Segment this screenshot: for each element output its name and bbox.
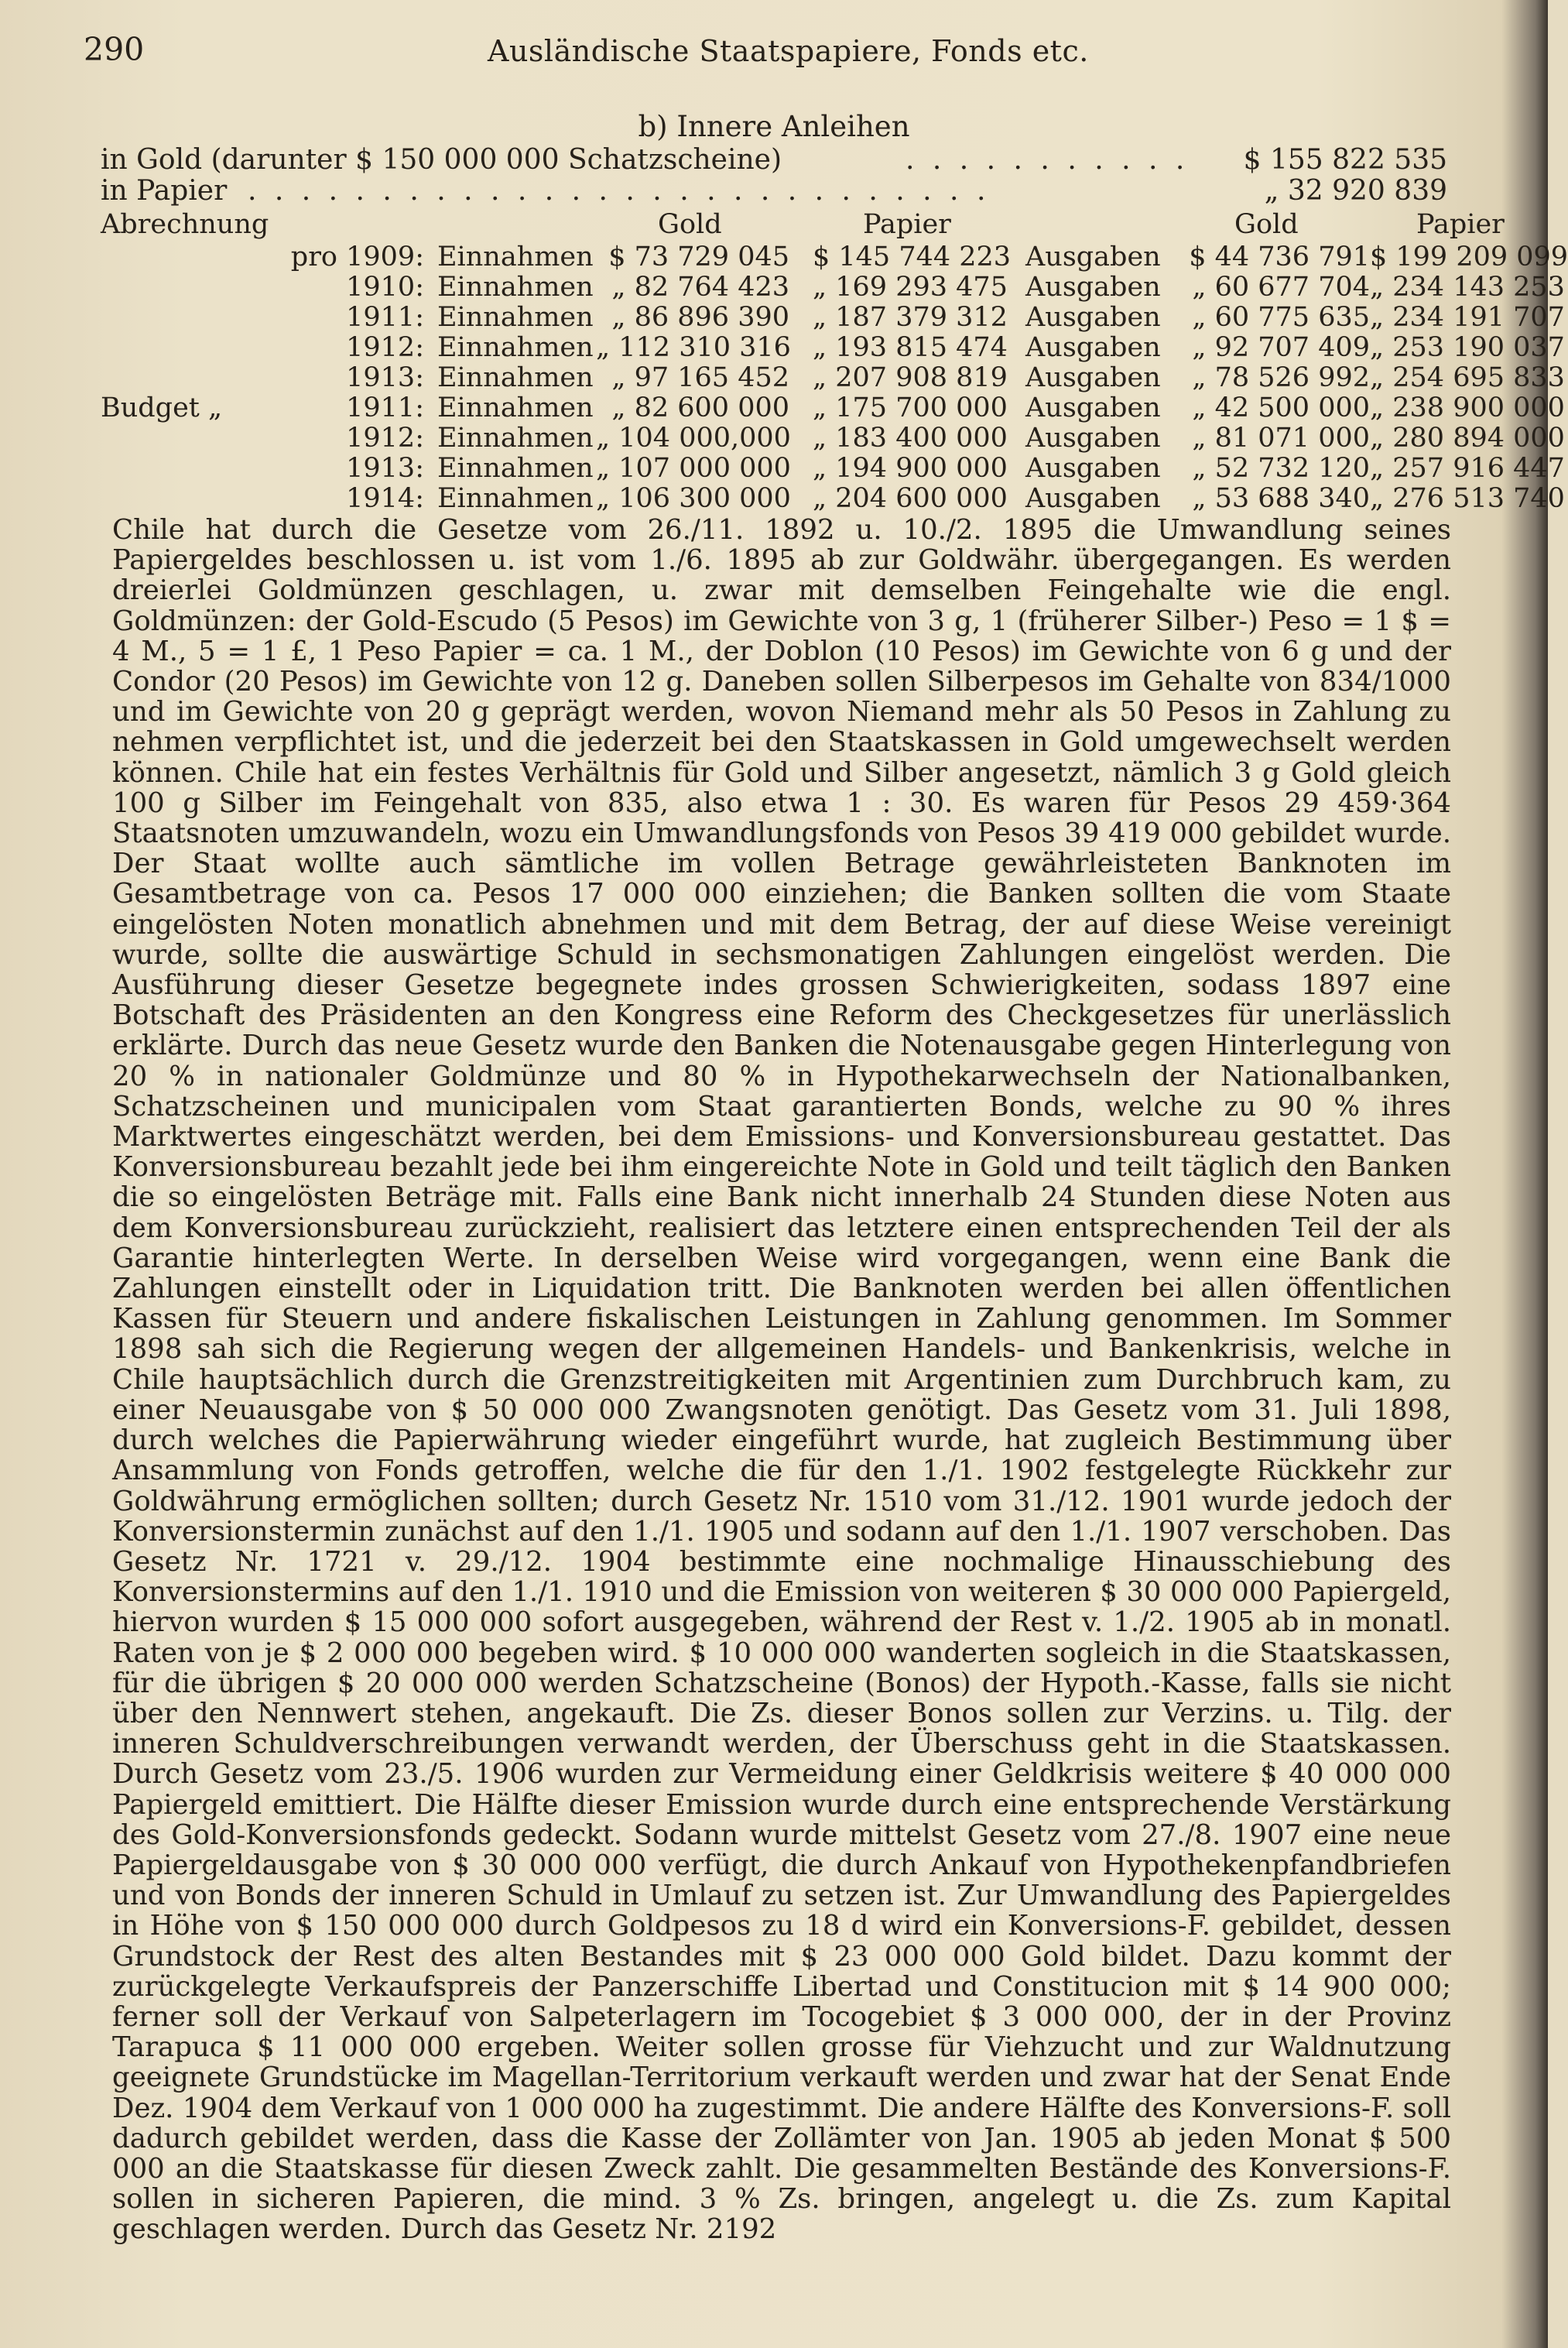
page-number: 290 xyxy=(84,31,145,68)
ausgaben-gold: $ 44 736 791 xyxy=(1189,242,1370,273)
row-label: Budget „ xyxy=(101,392,223,423)
ausgaben-label: Ausgaben xyxy=(1025,272,1161,303)
ausgaben-gold: „ 81 071 000 xyxy=(1192,423,1370,454)
einnahmen-gold: „ 112 310 316 xyxy=(596,332,791,363)
table-row xyxy=(101,453,1565,484)
year: 1911: xyxy=(346,392,424,423)
ausgaben-papier: „ 254 695 833 xyxy=(1370,362,1565,393)
ausgaben-gold: „ 53 688 340 xyxy=(1192,483,1370,514)
table-row xyxy=(101,423,1565,454)
ausgaben-gold: „ 60 775 635 xyxy=(1192,302,1370,333)
table-row xyxy=(101,483,1565,514)
ausgaben-gold: „ 60 677 704 xyxy=(1192,272,1370,303)
column-header-einnahmen-papier: Papier xyxy=(863,209,951,240)
ausgaben-papier: „ 280 894 000 xyxy=(1370,423,1565,454)
table-row xyxy=(101,272,1565,303)
year: 1913: xyxy=(346,453,424,484)
table-header-row xyxy=(101,209,1505,242)
ausgaben-label: Ausgaben xyxy=(1025,242,1161,273)
ausgaben-papier: „ 234 143 253 xyxy=(1370,272,1565,303)
page-header xyxy=(0,31,1548,77)
ausgaben-papier: „ 276 513 740 xyxy=(1370,483,1565,514)
table-row xyxy=(101,332,1565,363)
table-row xyxy=(101,392,1565,423)
summary-row-gold xyxy=(101,144,1447,175)
ausgaben-gold: „ 42 500 000 xyxy=(1192,392,1370,423)
einnahmen-papier: „ 187 379 312 xyxy=(813,302,1008,333)
einnahmen-label: Einnahmen xyxy=(437,392,594,423)
abrechnung-table xyxy=(101,209,1568,514)
table-header-label: Abrechnung xyxy=(101,209,269,240)
ausgaben-label: Ausgaben xyxy=(1025,423,1161,454)
running-title: Ausländische Staatspapiere, Fonds etc. xyxy=(488,34,1089,68)
year: 1910: xyxy=(346,272,424,303)
einnahmen-label: Einnahmen xyxy=(437,362,594,393)
column-header-einnahmen-gold: Gold xyxy=(658,209,722,240)
year: 1912: xyxy=(346,423,424,454)
einnahmen-papier: „ 207 908 819 xyxy=(813,362,1008,393)
ausgaben-label: Ausgaben xyxy=(1025,302,1161,333)
ausgaben-papier: „ 238 900 000 xyxy=(1370,392,1565,423)
ausgaben-papier: „ 234 191 707 xyxy=(1370,302,1565,333)
ausgaben-label: Ausgaben xyxy=(1025,483,1161,514)
einnahmen-gold: „ 106 300 000 xyxy=(596,483,791,514)
ausgaben-gold: „ 78 526 992 xyxy=(1192,362,1370,393)
einnahmen-gold: $ 73 729 045 xyxy=(608,242,789,273)
summary-label: in Gold (darunter $ 150 000 000 Schatzscheine) xyxy=(101,144,782,176)
einnahmen-papier: „ 183 400 000 xyxy=(813,423,1008,454)
column-header-ausgaben-papier: Papier xyxy=(1416,209,1505,240)
summary-amount: $ 155 822 535 xyxy=(1243,144,1447,176)
body-paragraph: Chile hat durch die Gesetze vom 26./11. 1892 u. 10./2. 1895 die Umwandlung seines Papiergeldes beschlossen u. ist vom 1./6. 1895 ab zur Goldwähr. übergegangen. Es werden dreierlei Goldmünzen geschlagen, u. zwar mit demselben Feingehalte wie die engl. Goldmünzen: der Gold-Escudo (5 Pesos) im Gewichte von 3 g, 1 (früherer Silber-) Peso = 1 $ = 4 M., 5 = 1 £, 1 Peso Papier = ca. 1 M., der Doblon (10 Pesos) im Gewichte von 6 g und der Condor (20 Pesos) im Gewichte von 12 g. Daneben sollen Silberpesos im Gehalte von 834/1000 und im Gewichte von 20 g geprägt werden, wovon Niemand mehr als 50 Pesos in Zahlung zu nehmen verpflichtet ist, und die jederzeit bei den Staatskassen in Gold umgewechselt werden können. Chile hat ein festes Verhältnis für Gold und Silber angesetzt, nämlich 3 g Gold gleich 100 g Silber im Feingehalt von 835, also etwa 1 : 30. Es waren für Pesos 29 459·364 Staatsnoten umzuwandeln, wozu ein Umwandlungsfonds von Pesos 39 419 000 gebildet wurde. Der Staat wollte auch sämtliche im vollen Betrage gewährleisteten Banknoten im Gesamtbetrage von ca. Pesos 17 000 000 einziehen; die Banken sollten die vom Staate eingelösten Noten monatlich abnehmen und mit dem Betrag, der auf diese Weise vereinigt wurde, sollte die auswärtige Schuld in sechsmonatigen Zahlungen eingelöst werden. Die Ausführung dieser Gesetze begegnete indes grossen Schwierigkeiten, sodass 1897 eine Botschaft des Präsidenten an den Kongress eine Reform des Checkgesetzes für unerlässlich erklärte. Durch das neue Gesetz wurde den Banken die Notenausgabe gegen Hinterlegung von 20 % in nationaler Goldmünze und 80 % in Hypothekarwechseln der Nationalbanken, Schatzscheinen und municipalen vom Staat garantierten Bonds, welche zu 90 % ihres Marktwertes eingeschätzt werden, bei dem Emissions- und Konversionsbureau gestattet. Das Konversionsbureau bezahlt jede bei ihm eingereichte Note in Gold und teilt täglich den Banken die so eingelösten Beträge mit. Falls eine Bank nicht innerhalb 24 Stunden diese Noten aus dem Konversionsbureau zurückzieht, realisiert das letztere einen entsprechenden Teil der als Garantie hinterlegten Werte. In derselben Weise wird vorgegangen, wenn eine Bank die Zahlungen einstellt oder in Liquidation tritt. Die Banknoten werden bei allen öffentlichen Kassen für Steuern und andere fiskalischen Leistungen in Zahlung genommen. Im Sommer 1898 sah sich die Regierung wegen der allgemeinen Handels- und Bankenkrisis, welche in Chile hauptsächlich durch die Grenzstreitigkeiten mit Argentinien zum Durchbruch kam, zu einer Neuausgabe von $ 50 000 000 Zwangsnoten genötigt. Das Gesetz vom 31. Juli 1898, durch welches die Papierwährung wieder eingeführt wurde, hat zugleich Bestimmung über Ansammlung von Fonds getroffen, welche die für den 1./1. 1902 festgelegte Rückkehr zur Goldwährung ermöglichen sollten; durch Gesetz Nr. 1510 vom 31./12. 1901 wurde jedoch der Konversionstermin zunächst auf den 1./1. 1905 und sodann auf den 1./1. 1907 verschoben. Das Gesetz Nr. 1721 v. 29./12. 1904 bestimmte eine nochmalige Hinausschiebung des Konversionstermins auf den 1./1. 1910 und die Emission von weiteren $ 30 000 000 Papiergeld, hiervon wurden $ 15 000 000 sofort ausgegeben, während der Rest v. 1./2. 1905 ab in monatl. Raten von je $ 2 000 000 begeben wird. $ 10 000 000 wanderten sogleich in die Staatskassen, für die übrigen $ 20 000 000 werden Schatzscheine (Bonos) der Hypoth.-Kasse, falls sie nicht über den Nennwert stehen, angekauft. Die Zs. dieser Bonos sollen zur Verzins. u. Tilg. der inneren Schuldverschreibungen verwandt werden, der Überschuss geht in die Staatskassen. Durch Gesetz vom 23./5. 1906 wurden zur Vermeidung einer Geldkrisis weitere $ 40 000 000 Papiergeld emittiert. Die Hälfte dieser Emission wurde durch eine entsprechende Verstärkung des Gold-Konversionsfonds gedeckt. Sodann wurde mittelst Gesetz vom 27./8. 1907 eine neue Papiergeldausgabe von $ 30 000 000 verfügt, die durch Ankauf von Hypothekenpfandbriefen und von Bonds der inneren Schuld in Umlauf zu setzen ist. Zur Umwandlung des Papiergeldes in Höhe von $ 150 000 000 durch Goldpesos zu 18 d wird ein Konversions-F. gebildet, dessen Grundstock der Rest des alten Bestandes mit $ 23 000 000 Gold bildet. Dazu kommt der zurückgelegte Verkaufspreis der Panzerschiffe Libertad und Constitucion mit $ 14 900 000; ferner soll der Verkauf von Salpeterlagern im Tocogebiet $ 3 000 000, der in der Provinz Tarapuca $ 11 000 000 ergeben. Weiter sollen grosse für Viehzucht und zur Waldnutzung geeignete Grundstücke im Magellan-Territorium verkauft werden und zwar hat der Senat Ende Dez. 1904 dem Verkauf von 1 000 000 ha zugestimmt. Die andere Hälfte des Konversions-F. soll dadurch gebildet werden, dass die Kasse der Zollämter von Jan. 1905 ab jeden Monat $ 500 000 an die Staatskasse für diesen Zweck zahlt. Die gesammelten Bestände des Konversions-F. sollen in sicheren Papieren, die mind. 3 % Zs. bringen, angelegt u. die Zs. zum Kapital geschlagen werden. Durch das Gesetz Nr. 2192 xyxy=(112,514,1451,2246)
summary-label: in Papier xyxy=(101,175,228,207)
year: 1912: xyxy=(346,332,424,363)
einnahmen-gold: „ 82 764 423 xyxy=(611,272,789,303)
year: 1911: xyxy=(346,302,424,333)
ausgaben-gold: „ 92 707 409 xyxy=(1192,332,1370,363)
table-row xyxy=(101,362,1565,393)
leader-dots: . . . . . . . . . . . xyxy=(906,144,1190,176)
ausgaben-label: Ausgaben xyxy=(1025,332,1161,363)
ausgaben-label: Ausgaben xyxy=(1025,392,1161,423)
einnahmen-label: Einnahmen xyxy=(437,483,594,514)
year: 1913: xyxy=(346,362,424,393)
loan-summary xyxy=(101,144,1447,206)
section-title: b) Innere Anleihen xyxy=(638,110,910,143)
table-body xyxy=(101,242,1568,514)
einnahmen-label: Einnahmen xyxy=(437,453,594,484)
einnahmen-papier: „ 204 600 000 xyxy=(813,483,1008,514)
year: pro 1909: xyxy=(290,242,424,273)
leader-dots: . . . . . . . . . . . . . . . . . . . . . . . . . . . . xyxy=(248,175,991,207)
einnahmen-gold: „ 104 000,000 xyxy=(596,423,791,454)
einnahmen-papier: „ 175 700 000 xyxy=(813,392,1008,423)
einnahmen-gold: „ 86 896 390 xyxy=(611,302,789,333)
einnahmen-gold: „ 82 600 000 xyxy=(611,392,789,423)
einnahmen-papier: $ 145 744 223 xyxy=(813,242,1012,273)
einnahmen-label: Einnahmen xyxy=(437,272,594,303)
einnahmen-gold: „ 97 165 452 xyxy=(611,362,789,393)
ausgaben-papier: $ 199 209 099 xyxy=(1370,242,1568,273)
summary-row-papier xyxy=(101,175,1447,206)
einnahmen-gold: „ 107 000 000 xyxy=(596,453,791,484)
table-row xyxy=(101,242,1568,273)
column-header-ausgaben-gold: Gold xyxy=(1234,209,1299,240)
einnahmen-papier: „ 194 900 000 xyxy=(813,453,1008,484)
einnahmen-papier: „ 193 815 474 xyxy=(813,332,1008,363)
einnahmen-label: Einnahmen xyxy=(437,332,594,363)
ausgaben-papier: „ 257 916 447 xyxy=(1370,453,1565,484)
summary-amount: „ 32 920 839 xyxy=(1264,175,1447,207)
year: 1914: xyxy=(346,483,424,514)
einnahmen-label: Einnahmen xyxy=(437,242,594,273)
ausgaben-label: Ausgaben xyxy=(1025,362,1161,393)
ausgaben-label: Ausgaben xyxy=(1025,453,1161,484)
ausgaben-gold: „ 52 732 120 xyxy=(1192,453,1370,484)
einnahmen-papier: „ 169 293 475 xyxy=(813,272,1008,303)
table-row xyxy=(101,302,1565,333)
ausgaben-papier: „ 253 190 037 xyxy=(1370,332,1565,363)
einnahmen-label: Einnahmen xyxy=(437,423,594,454)
einnahmen-label: Einnahmen xyxy=(437,302,594,333)
